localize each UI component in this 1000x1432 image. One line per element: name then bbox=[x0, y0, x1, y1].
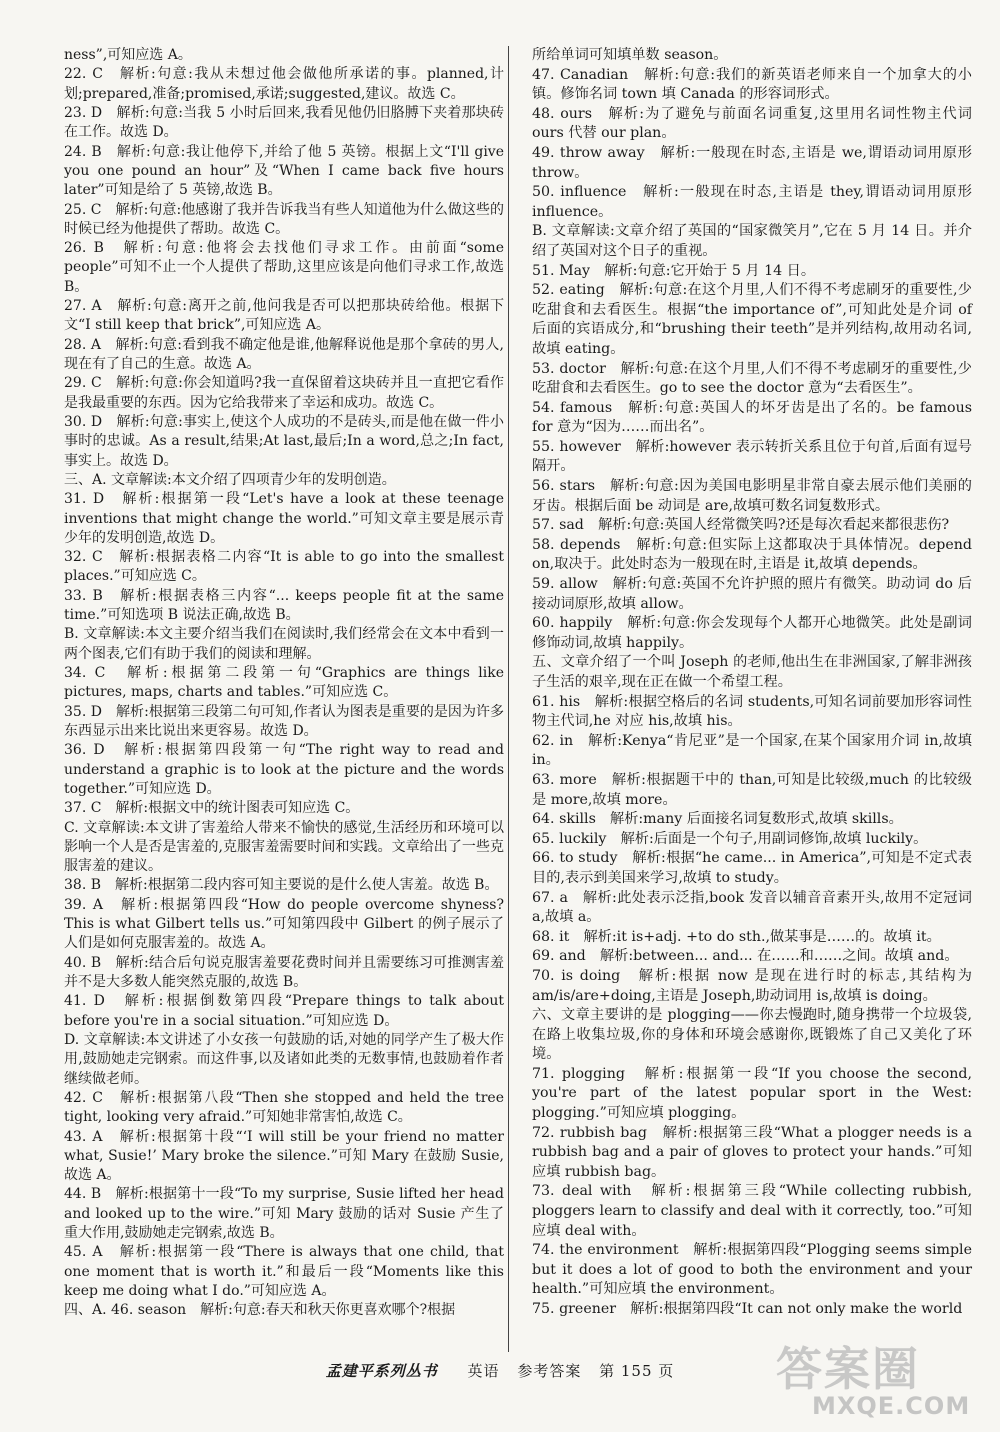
left-column bbox=[64, 46, 504, 1321]
answer-entry: 五、文章介绍了一个叫 Joseph 的老师,他出生在非洲国家,了解非洲孩子生活的艰辛,现在正在做一个希望工程。 bbox=[532, 654, 972, 690]
answer-entry: 39. A 解析:根据第四段“How do people overcome shyness? This is what Gilbert tells us.”可知第四段中 Gilbert 的例子展示了人们是如何克服害羞的。故选 A。 bbox=[64, 896, 504, 952]
answer-entry: 所给单词可知填单数 season。 bbox=[532, 47, 728, 63]
answer-entry: 30. D 解析:句意:事实上,使这个人成功的不是砖头,而是他在做一件小事时的忠诚。As a result,结果;At last,最后;In a word,总之;In fact,事实上。故选 D。 bbox=[64, 413, 504, 469]
series-title: 孟建平系列丛书 bbox=[325, 1362, 438, 1380]
answer-entry: B. 文章解读:文章介绍了英国的“国家微笑月”,它在 5 月 14 日。并介绍了英国对这个日子的重视。 bbox=[532, 223, 972, 259]
answer-entry: 61. his 解析:根据空格后的名词 students,可知名词前要加形容词性物主代词,he 对应 his,故填 his。 bbox=[532, 693, 972, 730]
answer-entry: 六、文章主要讲的是 plogging——你去慢跑时,随身携带一个垃圾袋,在路上收集垃圾,你的身体和环境会感谢你,既锻炼了自己又美化了环境。 bbox=[532, 1007, 972, 1063]
answer-entry: 56. stars 解析:句意:因为美国电影明星非常自豪去展示他们美丽的牙齿。根据后面 be 动词是 are,故填可数名词复数形式。 bbox=[532, 478, 972, 514]
answer-entry: B. 文章解读:本文主要介绍当我们在阅读时,我们经常会在文本中看到一两个图表,它们有助于我们的阅读和理解。 bbox=[64, 626, 504, 662]
answer-entry: 63. more 解析:根据题干中的 than,可知是比较级,much 的比较级是 more,故填 more。 bbox=[532, 771, 972, 808]
answer-entry: 43. A 解析:根据第十段“‘I will still be your friend no matter what, Susie!’ Mary broke the silence.”可知 Mary 在鼓励 Susie,故选 A。 bbox=[64, 1128, 504, 1184]
section-label: 参考答案 bbox=[517, 1362, 582, 1380]
answer-entry: 57. sad 解析:句意:英国人经常微笑吗?还是每次看起来都很悲伤? bbox=[532, 517, 950, 534]
answer-entry: 四、A. 46. season 解析:句意:春天和秋天你更喜欢哪个?根据 bbox=[64, 1302, 456, 1319]
answer-entry: 66. to study 解析:根据“he came... in America”,可知是不定式表目的,表示到美国来学习,故填 to study。 bbox=[532, 850, 972, 886]
answer-entry: 37. C 解析:根据文中的统计图表可知应选 C。 bbox=[64, 800, 360, 817]
answer-entry: 67. a 解析:此处表示泛指,book 发音以辅音音素开头,故用不定冠词 a,故填 a。 bbox=[532, 889, 972, 926]
answer-entry: 58. depends 解析:句意:但实际上这都取决于具体情况。depend on,取决于。此处时态为一般现在时,主语是 it,故填 depends。 bbox=[532, 536, 972, 573]
answer-entry: 75. greener 解析:根据第四段“It can not only make the world bbox=[532, 1301, 963, 1317]
answer-entry: 29. C 解析:句意:你会知道吗?我一直保留着这块砖并且一直把它看作是我最重要的东西。因为它给我带来了幸运和成功。故选 C。 bbox=[64, 375, 504, 411]
answer-entry: 35. D 解析:根据第三段第二句可知,作者认为图表是重要的是因为许多东西显示出来比说出来更容易。故选 D。 bbox=[64, 703, 504, 739]
answer-entry: 53. doctor 解析:句意:在这个月里,人们不得不考虑刷牙的重要性,少吃甜食和去看医生。go to see the doctor 意为“去看医生”。 bbox=[532, 360, 972, 397]
answer-entry: 51. May 解析:句意:它开始于 5 月 14 日。 bbox=[532, 262, 816, 279]
answer-entry: 41. D 解析:根据倒数第四段“Prepare things to talk about before you're in a social situation.”可知应选 D。 bbox=[64, 993, 504, 1029]
answer-entry: 24. B 解析:句意:我让他停下,并给了他 5 英镑。根据上文“I'll give you one pound an hour”及“When I came back five hours later”可知是给了 5 英镑,故选 B。 bbox=[64, 143, 504, 199]
answer-entry: 65. luckily 解析:后面是一个句子,用副词修饰,故填 luckily。 bbox=[532, 830, 928, 847]
answer-entry: 33. B 解析:根据表格三内容“... keeps people fit at the same time.”可知选项 B 说法正确,故选 B。 bbox=[64, 587, 504, 624]
watermark-logo: 答案圈 bbox=[776, 1342, 920, 1396]
answer-entry: C. 文章解读:本文讲了害羞给人带来不愉快的感觉,生活经历和环境可以影响一个人是否是害羞的,克服害羞需要时间和实践。文章给出了一些克服害羞的建议。 bbox=[64, 819, 504, 875]
answer-entry: 50. influence 解析:一般现在时态,主语是 they,谓语动词用原形 influence。 bbox=[532, 184, 972, 220]
answer-entry: 32. C 解析:根据表格二内容“It is able to go into the smallest places.”可知应选 C。 bbox=[64, 549, 504, 585]
answer-entry: 31. D 解析:根据第一段“Let's have a look at these teenage inventions that might change the world.”可知文章主要是展示青少年的发明创造,故选 D。 bbox=[64, 491, 504, 546]
answer-entry: 73. deal with 解析:根据第三段“While collecting rubbish, ploggers learn to classify and deal with it correctly, too.”可知应填 deal with。 bbox=[532, 1183, 972, 1239]
answer-entry: 26. B 解析:句意:他将会去找他们寻求工作。由前面“some people”可知不止一个人提供了帮助,这里应该是向他们寻求工作,故选 B。 bbox=[64, 240, 504, 295]
answer-entry: 52. eating 解析:句意:在这个月里,人们不得不考虑刷牙的重要性,少吃甜食和去看医生。根据“the importance of”,可知此处是介词 of 后面的宾语成分,和“brushing their teeth”是并列结构,故用动名词,故填 eating。 bbox=[532, 282, 972, 357]
answer-entry: 49. throw away 解析:一般现在时态,主语是 we,谓语动词用原形 throw。 bbox=[532, 144, 972, 181]
answer-entry: 54. famous 解析:句意:英国人的坏牙齿是出了名的。be famous for 意为“因为……而出名”。 bbox=[532, 399, 972, 436]
answer-entry: 68. it 解析:it is+adj. +to do sth.,做某事是……的。故填 it。 bbox=[532, 928, 941, 945]
answer-entry: 60. happily 解析:句意:你会发现每个人都开心地微笑。此处是副词修饰动词,故填 happily。 bbox=[532, 615, 972, 651]
answer-entry: 72. rubbish bag 解析:根据第三段“What a plogger needs is a rubbish bag and a pair of gloves to protect your hands.”可知应填 rubbish bag。 bbox=[532, 1124, 972, 1180]
answer-entry: 69. and 解析:between... and... 在……和……之间。故填 and。 bbox=[532, 948, 959, 965]
answer-entry: ness”,可知应选 A。 bbox=[64, 47, 192, 63]
watermark-url: MXQE.COM bbox=[812, 1392, 971, 1420]
answer-entry: 三、A. 文章解读:本文介绍了四项青少年的发明创造。 bbox=[64, 471, 396, 488]
answer-entry: 38. B 解析:根据第二段内容可知主要说的是什么使人害羞。故选 B。 bbox=[64, 877, 499, 894]
answer-entry: 48. ours 解析:为了避免与前面名词重复,这里用名词性物主代词 ours 代替 our plan。 bbox=[532, 105, 972, 142]
answer-entry: 45. A 解析:根据第一段“There is always that one child, that one moment that is worth it.”和最后一段“Moments like this keep me doing what I do.”可知应选 A。 bbox=[64, 1244, 504, 1299]
subject-label: 英语 bbox=[467, 1362, 500, 1380]
page-number: 第 155 页 bbox=[599, 1362, 675, 1380]
watermark bbox=[776, 1342, 986, 1426]
answer-entry: 27. A 解析:句意:离开之前,他问我是否可以把那块砖给他。根据下文“I still keep that brick”,可知应选 A。 bbox=[64, 298, 504, 334]
answer-entry: 59. allow 解析:句意:英国不允许护照的照片有微笑。助动词 do 后接动词原形,故填 allow。 bbox=[532, 576, 972, 612]
column-divider bbox=[508, 46, 509, 1352]
answer-entry: D. 文章解读:本文讲述了小女孩一句鼓励的话,对她的同学产生了极大作用,鼓励她走完钢索。而这件事,以及诸如此类的无数事情,也鼓励着作者继续做老师。 bbox=[64, 1031, 504, 1087]
answer-entry: 71. plogging 解析:根据第一段“If you choose the second, you're part of the latest popular sport in the West: plogging.”可知应填 plogging。 bbox=[532, 1065, 972, 1122]
answer-entry: 36. D 解析:根据第四段第一句“The right way to read and understand a graphic is to look at the picture and the words together.”可知应选 D。 bbox=[64, 742, 504, 797]
answer-entry: 74. the environment 解析:根据第四段“Plogging seems simple but it does a lot of good to both the environment and your health.”可知应填 the environment。 bbox=[532, 1242, 972, 1298]
answer-entry: 70. is doing 解析:根据 now 是现在进行时的标志,其结构为 am/is/are+doing,主语是 Joseph,助动词用 is,故填 is doing。 bbox=[532, 967, 972, 1004]
answer-entry: 34. C 解析:根据第二段第一句“Graphics are things like pictures, maps, charts and tables.”可知应选 C。 bbox=[64, 665, 504, 701]
answer-entry: 25. C 解析:句意:他感谢了我并告诉我当有些人知道他为什么做这些的时候已经为他提供了帮助。故选 C。 bbox=[64, 201, 504, 237]
answer-entry: 44. B 解析:根据第十一段“To my surprise, Susie lifted her head and looked up to the wire.”可知 Mary 鼓励的话对 Susie 产生了重大作用,鼓励她走完钢索,故选 B。 bbox=[64, 1186, 504, 1242]
answer-entry: 42. C 解析:根据第八段“Then she stopped and held the tree tight, looking very afraid.”可知她非常害怕,故选 C。 bbox=[64, 1089, 504, 1126]
answer-entry: 47. Canadian 解析:句意:我们的新英语老师来自一个加拿大的小镇。修饰名词 town 填 Canada 的形容词形式。 bbox=[532, 66, 972, 103]
right-column bbox=[532, 46, 972, 1320]
answer-entry: 28. A 解析:句意:看到我不确定他是谁,他解释说他是那个拿砖的男人,现在有了自己的生意。故选 A。 bbox=[64, 336, 504, 372]
answer-entry: 22. C 解析:句意:我从未想过他会做他所承诺的事。planned,计划;prepared,准备;promised,承诺;suggested,建议。故选 C。 bbox=[64, 66, 504, 102]
answer-entry: 55. however 解析:however 表示转折关系且位于句首,后面有逗号隔开。 bbox=[532, 438, 972, 475]
answer-entry: 23. D 解析:句意:当我 5 小时后回来,我看见他仍旧胳膊下夹着那块砖在工作。故选 D。 bbox=[64, 104, 504, 141]
answer-entry: 62. in 解析:Kenya“肯尼亚”是一个国家,在某个国家用介词 in,故填 in。 bbox=[532, 732, 972, 769]
answer-entry: 64. skills 解析:many 后面接名词复数形式,故填 skills。 bbox=[532, 811, 903, 828]
answer-entry: 40. B 解析:结合后句说克服害羞要花费时间并且需要练习可推测害羞并不是大多数人能突然克服的,故选 B。 bbox=[64, 954, 504, 990]
